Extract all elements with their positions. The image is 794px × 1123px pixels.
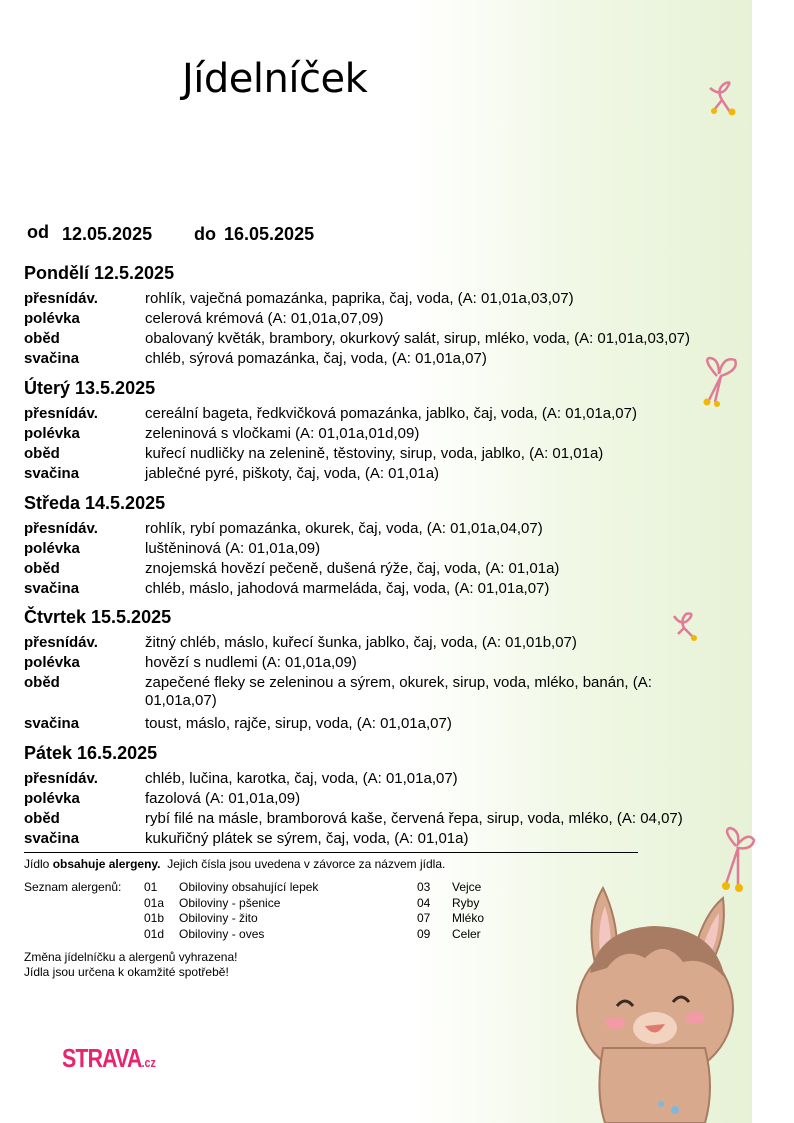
- meal-text: žitný chléb, máslo, kuřecí šunka, jablko, čaj, voda, (A: 01,01b,07): [145, 634, 577, 651]
- allergen-note-bold: obsahuje alergeny.: [52, 857, 161, 871]
- meal-key: přesnídáv.: [24, 770, 98, 787]
- logo-main: STRAVA: [62, 1043, 142, 1073]
- allergen-code: 01d: [144, 926, 165, 941]
- meal-text: jablečné pyré, piškoty, čaj, voda, (A: 01,01a): [145, 465, 440, 482]
- day-title: Pondělí 12.5.2025: [24, 263, 175, 283]
- allergen-note: [24, 857, 445, 871]
- meal-key: polévka: [24, 654, 80, 671]
- meal-text: cereální bageta, ředkvičková pomazánka, jablko, čaj, voda, (A: 01,01a,07): [145, 405, 637, 422]
- meal-text: znojemská hovězí pečeně, dušená rýže, čaj, voda, (A: 01,01a): [145, 560, 560, 577]
- divider: [24, 852, 638, 853]
- meal-key: svačina: [24, 715, 80, 732]
- allergen-code: 03: [417, 880, 431, 894]
- date-to-label: do: [194, 224, 216, 244]
- llama-illustration: [555, 878, 755, 1123]
- logo-suffix: .cz: [141, 1055, 156, 1070]
- meal-text: kuřecí nudličky na zelenině, těstoviny, sirup, voda, jablko, (A: 01,01a): [145, 445, 604, 462]
- meal-key: přesnídáv.: [24, 290, 98, 307]
- meal-key: přesnídáv.: [24, 405, 98, 422]
- page-title: Jídelníček: [182, 56, 368, 102]
- meal-text: luštěninová (A: 01,01a,09): [145, 540, 321, 557]
- strava-logo: [62, 1043, 156, 1074]
- meal-key: oběd: [24, 445, 60, 462]
- day-title: Pátek 16.5.2025: [24, 743, 158, 763]
- meal-text: hovězí s nudlemi (A: 01,01a,09): [145, 654, 357, 671]
- meal-key: svačina: [24, 830, 80, 847]
- allergen-code: 01a: [144, 895, 165, 910]
- allergen-note-prefix: Jídlo: [24, 857, 50, 871]
- meal-key: svačina: [24, 465, 80, 482]
- meal-key: polévka: [24, 540, 80, 557]
- meal-text: chléb, lučina, karotka, čaj, voda, (A: 01,01a,07): [145, 770, 458, 787]
- day-title: Středa 14.5.2025: [24, 493, 166, 513]
- meal-text: zapečené fleky se zeleninou a sýrem, okurek, sirup, voda, mléko, banán, (A: 01,01a,07): [145, 674, 652, 709]
- meal-key: polévka: [24, 790, 80, 807]
- allergen-code: 01b: [144, 911, 165, 925]
- meal-key: svačina: [24, 350, 80, 367]
- meal-text: rohlík, rybí pomazánka, okurek, čaj, voda, (A: 01,01a,04,07): [145, 520, 543, 537]
- allergen-name: Celer: [452, 926, 481, 941]
- meal-key: přesnídáv.: [24, 520, 98, 537]
- meal-text: rybí filé na másle, bramborová kaše, červená řepa, sirup, voda, mléko, (A: 04,07): [145, 810, 683, 827]
- meal-text: zeleninová s vločkami (A: 01,01a,01d,09): [145, 425, 420, 442]
- date-to: 16.05.2025: [224, 224, 315, 244]
- allergen-name: Obiloviny - pšenice: [179, 895, 281, 910]
- allergen-list-label: Seznam alergenů:: [24, 880, 122, 894]
- meal-key: oběd: [24, 330, 60, 347]
- meal-text: chléb, sýrová pomazánka, čaj, voda, (A: 01,01a,07): [145, 350, 487, 367]
- day-title: Čtvrtek 15.5.2025: [24, 607, 172, 627]
- meal-text: rohlík, vaječná pomazánka, paprika, čaj, voda, (A: 01,01a,03,07): [145, 290, 574, 307]
- meal-key: oběd: [24, 674, 60, 691]
- footer-note: Změna jídelníčku a alergenů vyhrazena!: [24, 950, 238, 964]
- meal-key: oběd: [24, 810, 60, 827]
- date-from: 12.05.2025: [62, 224, 153, 244]
- meal-text: toust, máslo, rajče, sirup, voda, (A: 01,01a,07): [145, 715, 452, 732]
- meal-key: oběd: [24, 560, 60, 577]
- meal-key: polévka: [24, 425, 80, 442]
- meal-key: polévka: [24, 310, 80, 327]
- allergen-name: Obiloviny - oves: [179, 926, 265, 941]
- allergen-note-rest: Jejich čísla jsou uvedena v závorce za názvem jídla.: [167, 857, 446, 871]
- meal-text: kukuřičný plátek se sýrem, čaj, voda, (A: 01,01a): [145, 830, 469, 847]
- page-margin: [752, 0, 794, 1123]
- ribbon-bell-icon: [700, 80, 744, 120]
- allergen-name: Obiloviny obsahující lepek: [179, 880, 319, 894]
- allergen-name: Ryby: [452, 895, 480, 910]
- allergen-code: 01: [144, 880, 158, 894]
- meal-text: fazolová (A: 01,01a,09): [145, 790, 301, 807]
- meal-text: obalovaný květák, brambory, okurkový salát, sirup, mléko, voda, (A: 01,01a,03,07): [145, 330, 690, 347]
- allergen-code: 09: [417, 926, 431, 941]
- meal-key: přesnídáv.: [24, 634, 98, 651]
- date-from-label: od: [27, 222, 49, 242]
- meal-text: chléb, máslo, jahodová marmeláda, čaj, voda, (A: 01,01a,07): [145, 580, 550, 597]
- allergen-name: Mléko: [452, 911, 485, 925]
- day-title: Úterý 13.5.2025: [24, 378, 156, 398]
- allergen-name: Vejce: [452, 880, 482, 894]
- allergen-code: 04: [417, 895, 431, 910]
- meal-text: celerová krémová (A: 01,01a,07,09): [145, 310, 384, 327]
- meal-key: svačina: [24, 580, 80, 597]
- footer-note: Jídla jsou určena k okamžité spotřebě!: [24, 965, 229, 979]
- allergen-name: Obiloviny - žito: [179, 911, 258, 925]
- allergen-code: 07: [417, 911, 431, 925]
